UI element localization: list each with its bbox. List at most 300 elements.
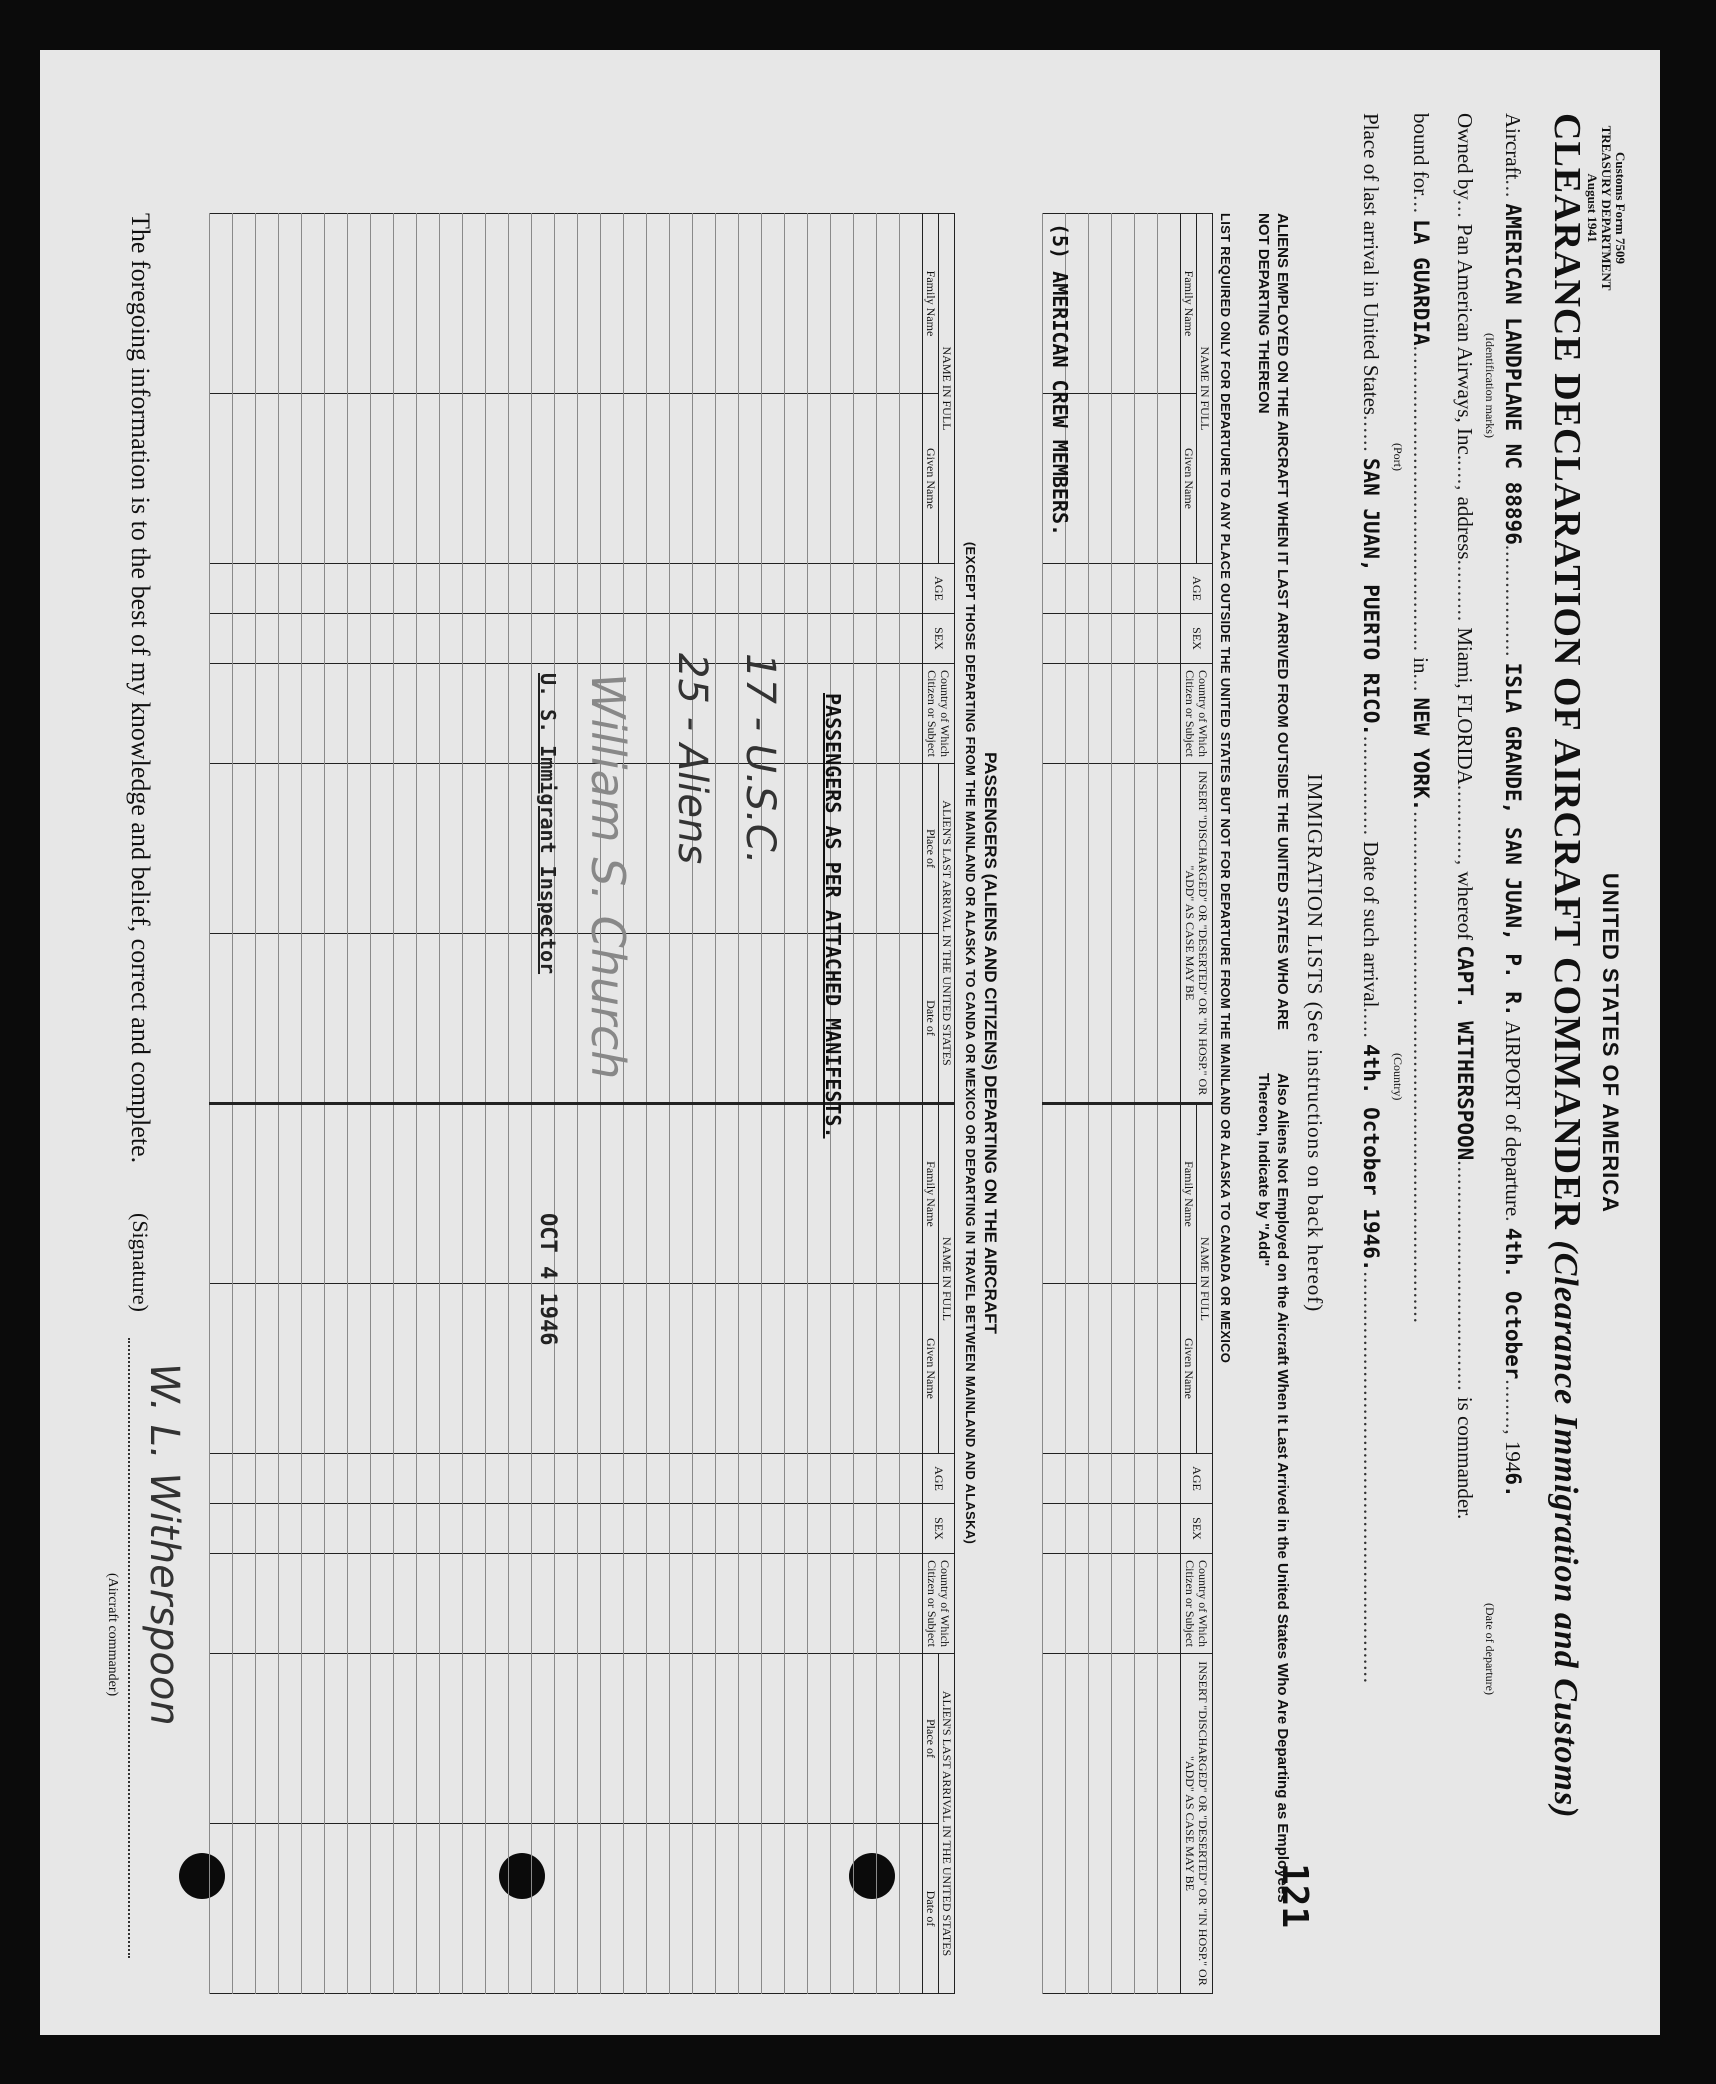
table-cell [509,1103,532,1283]
table-cell [900,763,923,933]
table-cell [808,393,831,563]
table-cell [716,563,739,613]
table-cell [1089,1503,1112,1553]
table-cell [1089,763,1112,1103]
table-row [555,213,578,1993]
table-cell [693,1553,716,1653]
table-cell [486,563,509,613]
table-cell [670,1553,693,1653]
bound-line: bound for... LA GUARDIA................................................. in... NEW YORK................................................................................... [1409,112,1433,1324]
table-cell [578,1453,601,1503]
country-cit-header: Country of Which Citizen or Subject [1181,663,1213,763]
table-row [762,213,785,1993]
table-cell [394,1553,417,1653]
table-cell [601,213,624,393]
table-cell [831,213,854,393]
table-cell [486,1553,509,1653]
date-value: 4th. October [1501,1227,1525,1379]
table-row [440,213,463,1993]
table-cell [256,1823,279,1993]
table-cell [1158,1503,1181,1553]
table-cell [555,1503,578,1553]
table-cell [1135,1553,1158,1653]
given-name-header: Given Name [923,1283,939,1453]
table-cell [1043,1503,1066,1553]
table-row [1135,213,1158,1993]
table-cell [716,213,739,393]
list-required-note: LIST REQUIRED ONLY FOR DEPARTURE TO ANY PLACE OUTSIDE THE UNITED STATES BUT NOT FOR DEPARTURE FROM THE MAINLAND OR ALASKA TO CANADA OR MEXICO [1218,212,1233,1363]
table-cell [785,1103,808,1283]
name-in-full-header: NAME IN FULL [939,213,955,563]
table-cell [1135,1503,1158,1553]
table-cell [716,1103,739,1283]
table-cell [348,1453,371,1503]
table-cell [854,1503,877,1553]
table-cell [601,563,624,613]
crew-entry: (5) AMERICAN CREW MEMBERS. [1048,222,1072,536]
table-cell [210,1453,233,1503]
table-cell [325,1503,348,1553]
table-cell [417,1283,440,1453]
table-cell [463,763,486,933]
table-cell [348,563,371,613]
table-cell [256,763,279,933]
table-row [486,213,509,1993]
table-row [900,213,923,1993]
table-cell [1043,1553,1066,1653]
table-cell [1158,613,1181,663]
table-cell [762,213,785,393]
table-cell [808,613,831,663]
table-cell [440,1453,463,1503]
table-cell [854,933,877,1103]
table-row [578,213,601,1993]
table-cell [808,1553,831,1653]
handwritten-signature: William S. Church [581,672,635,1079]
table-cell [1066,1503,1089,1553]
table-cell [693,933,716,1103]
table-cell [762,393,785,563]
table-cell [624,1823,647,1993]
table-cell [233,1283,256,1453]
table-cell [877,763,900,933]
table-cell [716,393,739,563]
table-cell [785,1453,808,1503]
table-cell [1089,393,1112,563]
table-cell [256,213,279,393]
table-cell [210,393,233,563]
table-cell [900,1283,923,1453]
table-cell [279,563,302,613]
date-of-header: Date of [923,933,939,1103]
table-cell [762,1653,785,1823]
table-cell [670,1503,693,1553]
table-cell [233,213,256,393]
table-row [210,213,233,1993]
table-cell [1112,613,1135,663]
table-cell [417,1823,440,1993]
table-cell [1158,1453,1181,1503]
table-cell [394,1823,417,1993]
table-cell [1112,1653,1135,1993]
table-cell [325,1103,348,1283]
table-cell [394,1103,417,1283]
table-cell [1135,563,1158,613]
table-cell [256,613,279,663]
place-of-header: Place of [923,763,939,933]
table-cell [1158,1283,1181,1453]
table-cell [1089,1453,1112,1503]
table-cell [394,1453,417,1503]
table-cell [785,1553,808,1653]
table-cell [877,393,900,563]
table-cell [1112,1553,1135,1653]
table-cell [509,663,532,763]
table-row [693,213,716,1993]
certification-statement: The foregoing information is to the best of my knowledge and belief, correct and complete. [126,212,155,1163]
table-cell [1112,563,1135,613]
table-cell [1135,613,1158,663]
table-cell [1135,213,1158,393]
table-cell [601,1823,624,1993]
table-row [463,213,486,1993]
table-cell [670,563,693,613]
table-cell [624,1103,647,1283]
table-cell [877,1103,900,1283]
table-cell [509,1453,532,1503]
signature-line [128,1338,130,1958]
table-cell [877,933,900,1103]
table-cell [601,1283,624,1453]
table-cell [624,1453,647,1503]
table-cell [716,1453,739,1503]
table-cell [348,933,371,1103]
table-cell [900,393,923,563]
table-cell [1158,763,1181,1103]
table-cell [1158,663,1181,763]
form-sheet [40,50,1660,2035]
table-cell [1043,1283,1066,1453]
table-cell [302,1823,325,1993]
table-cell [900,1553,923,1653]
table-cell [1089,563,1112,613]
table-cell [1135,1103,1158,1283]
table-cell [417,213,440,393]
port-label: (Port) [1391,442,1405,471]
table-cell [739,1553,762,1653]
table-cell [440,1553,463,1653]
table-cell [532,1553,555,1653]
table-cell [670,933,693,1103]
table-row [670,213,693,1993]
family-name-header: Family Name [923,213,939,393]
table-cell [1066,1553,1089,1653]
table-cell [831,1553,854,1653]
table-cell [1043,613,1066,663]
table-cell [647,763,670,933]
table-cell [578,1283,601,1453]
table-cell [601,1653,624,1823]
table-row [739,213,762,1993]
table-row [716,213,739,1993]
table-cell [509,213,532,393]
table-row [302,213,325,1993]
table-cell [785,1823,808,1993]
table-cell [670,1653,693,1823]
table-cell [348,1823,371,1993]
table-cell [256,1453,279,1503]
table-cell [256,1653,279,1823]
family-name-header: Family Name [1181,213,1197,393]
signature-sublabel: (Aircraft commander) [105,1572,120,1696]
table-cell [1066,1653,1089,1993]
arrival-date-value: 4th. October 1946. [1359,1043,1383,1272]
table-cell [831,1653,854,1823]
table-cell [371,1503,394,1553]
table-cell [440,563,463,613]
table-cell [716,1553,739,1653]
table-cell [302,1453,325,1503]
table-cell [486,613,509,663]
table-cell [417,933,440,1103]
table-cell [440,1503,463,1553]
table-cell [624,613,647,663]
immigration-title: IMMIGRATION LISTS (See instructions on back hereof) [1303,773,1327,1312]
sex-header: SEX [923,1503,955,1553]
table-row [233,213,256,1993]
table-cell [279,763,302,933]
table-cell [877,563,900,613]
table-cell [624,213,647,393]
table-cell [647,663,670,763]
table-cell [348,1103,371,1283]
table-row [371,213,394,1993]
table-cell [877,1283,900,1453]
table-cell [1089,1653,1112,1993]
table-cell [325,1823,348,1993]
table-cell [210,1283,233,1453]
table-cell [624,393,647,563]
table-cell [1135,1283,1158,1453]
table-cell [486,763,509,933]
last-arrival-value: SAN JUAN, PUERTO RICO. [1359,457,1383,736]
table-cell [601,393,624,563]
table-cell [555,213,578,393]
table-cell [785,933,808,1103]
insert-header: INSERT "DISCHARGED" OR "DESERTED" OR "IN HOSP." OR "ADD" AS CASE MAY BE [1181,1653,1213,1993]
table-cell [486,1503,509,1553]
passengers-entry: PASSENGERS AS PER ATTACHED MANIFESTS. [821,692,845,1139]
table-cell [394,1653,417,1823]
sex-header: SEX [923,613,955,663]
table-cell [371,1653,394,1823]
table-cell [325,1653,348,1823]
table-cell [624,1553,647,1653]
table-cell [900,1503,923,1553]
table-cell [808,213,831,393]
table-cell [647,613,670,663]
table-cell [210,563,233,613]
table-cell [371,563,394,613]
table-cell [900,1823,923,1993]
signature-label: (Signature) [128,1212,153,1312]
table-cell [877,1653,900,1823]
table-cell [1112,663,1135,763]
last-arrival-header: ALIEN'S LAST ARRIVAL IN THE UNITED STATES [939,763,955,1103]
table-cell [532,213,555,393]
table-cell [647,563,670,613]
table-cell [348,1553,371,1653]
table-cell [578,1653,601,1823]
table-cell [716,1503,739,1553]
table-cell [831,1823,854,1993]
table-cell [417,613,440,663]
table-cell [210,613,233,663]
table-cell [831,1503,854,1553]
table-cell [279,1823,302,1993]
table-cell [302,563,325,613]
date-label: (Date of departure) [1483,1602,1497,1695]
aircraft-line: Aircraft... AMERICAN LANDPLANE NC 88896.................. ISLA GRANDE, SAN JUAN, P. R. AIRPORT of departure. 4th. October........, 1946. [1501,112,1525,1498]
table-cell [1135,393,1158,563]
table-cell [302,613,325,663]
date-of-header: Date of [923,1823,939,1993]
table-cell [417,1453,440,1503]
commander-value: CAPT. WITHERSPOON [1453,944,1477,1160]
table-cell [578,563,601,613]
table-row [1158,213,1181,1993]
table-cell [279,1283,302,1453]
table-row [785,213,808,1993]
table-cell [394,663,417,763]
table-cell [877,213,900,393]
table-cell [854,1453,877,1503]
table-cell [233,1503,256,1553]
table-cell [302,213,325,393]
table-cell [601,1503,624,1553]
table-cell [463,613,486,663]
table-cell [440,1283,463,1453]
table-cell [348,1283,371,1453]
table-cell [440,613,463,663]
table-cell [440,213,463,393]
table-cell [325,663,348,763]
commander-signature: W. L. Witherspoon [141,1362,187,1726]
table-cell [624,1653,647,1823]
table-cell [555,613,578,663]
table-cell [463,213,486,393]
table-cell [877,1453,900,1503]
table-cell [578,393,601,563]
table-cell [1135,763,1158,1103]
table-cell [1112,1503,1135,1553]
family-name-header: Family Name [1181,1103,1197,1283]
sex-header: SEX [1181,613,1213,663]
table-cell [463,1553,486,1653]
table-cell [808,1283,831,1453]
table-cell [325,1283,348,1453]
table-cell [256,1503,279,1553]
table-cell [463,1453,486,1503]
table-cell [693,1283,716,1453]
table-cell [256,1553,279,1653]
table-row [854,213,877,1993]
table-cell [440,1823,463,1993]
table-cell [325,213,348,393]
table-cell [716,1653,739,1823]
rotated-form [55,73,1645,2013]
table-cell [371,1553,394,1653]
departure-value: ISLA GRANDE, SAN JUAN, P. R. [1501,662,1525,1017]
table-cell [279,213,302,393]
age-header: AGE [1181,1453,1213,1503]
table-cell [1066,1103,1089,1283]
table-cell [693,1823,716,1993]
table-cell [1112,393,1135,563]
table-cell [532,1653,555,1823]
table-cell [233,563,256,613]
table-cell [716,1283,739,1453]
table-cell [877,663,900,763]
table-cell [532,563,555,613]
table-cell [302,393,325,563]
table-cell [785,613,808,663]
table-cell [555,1823,578,1993]
table-cell [394,213,417,393]
last-arrival-line: Place of last arrival in United States...... SAN JUAN, PUERTO RICO................. Date of such arrival..... 4th. October 1946................................................................... [1359,112,1383,1684]
table-cell [302,1503,325,1553]
table-cell [348,763,371,933]
table-cell [486,1283,509,1453]
table-cell [256,563,279,613]
page-number: 121 [1274,1862,1315,1928]
table-cell [785,213,808,393]
table-cell [279,1653,302,1823]
table-cell [831,563,854,613]
table-cell [785,1653,808,1823]
table-cell [325,1453,348,1503]
table-cell [463,393,486,563]
table-cell [210,1103,233,1283]
table-cell [279,1453,302,1503]
table-cell [624,563,647,613]
table-cell [509,563,532,613]
table-cell [394,1503,417,1553]
table-cell [555,393,578,563]
table-cell [785,1503,808,1553]
table-cell [302,933,325,1103]
table-cell [463,1283,486,1453]
table-cell [831,1453,854,1503]
table-cell [302,1103,325,1283]
table-cell [739,1653,762,1823]
table-cell [486,1103,509,1283]
table-cell [210,1653,233,1823]
table-row [256,213,279,1993]
table-cell [486,393,509,563]
table-cell [739,563,762,613]
table-cell [1089,1283,1112,1453]
aliens-left-heading: ALIENS EMPLOYED ON THE AIRCRAFT WHEN IT LAST ARRIVED FROM OUTSIDE THE UNITED STATES WHO ARE NOT DEPARTING THEREON [1255,212,1291,1030]
table-cell [647,933,670,1103]
table-cell [233,1103,256,1283]
table-cell [854,613,877,663]
table-cell [440,663,463,763]
table-cell [693,1103,716,1283]
table-cell [578,1553,601,1653]
table-cell [762,1103,785,1283]
table-cell [394,1283,417,1453]
